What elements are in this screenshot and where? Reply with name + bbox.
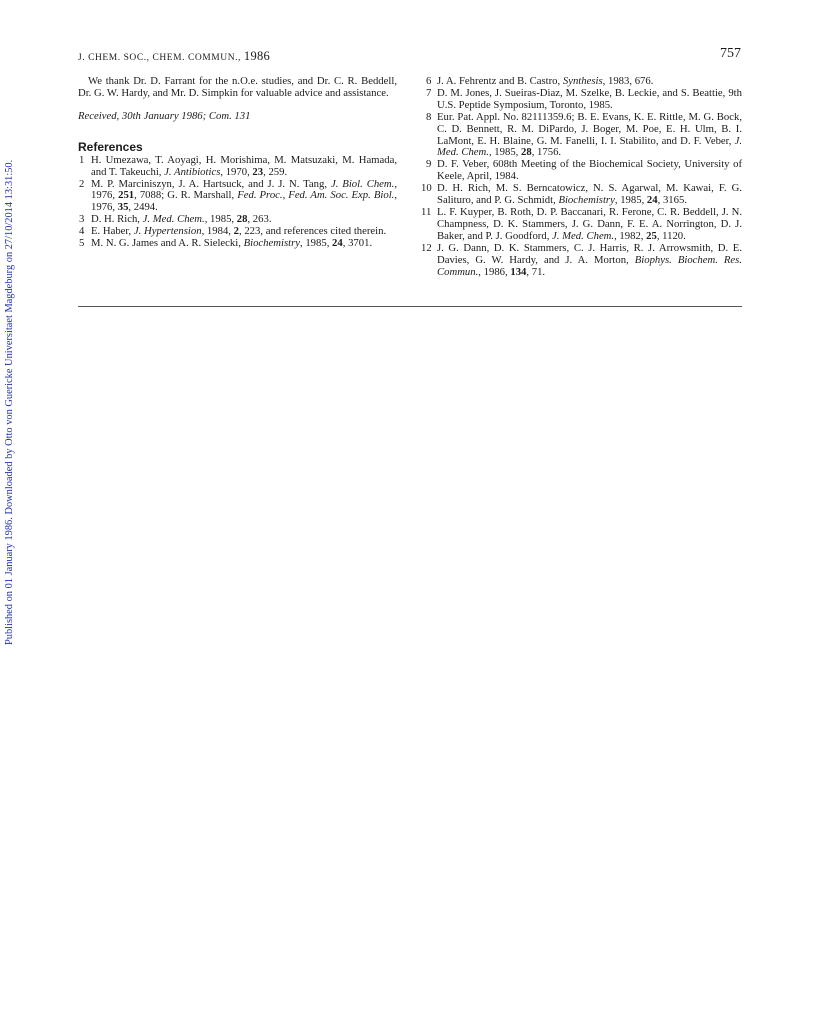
reference-text: , 3165. <box>657 194 687 207</box>
reference-text: E. Haber, <box>91 225 134 238</box>
journal-title: Synthesis <box>562 75 603 87</box>
journal-year: 1986 <box>243 49 271 63</box>
reference-text: , 1985, <box>488 146 522 159</box>
reference-text: , 1976, <box>91 177 397 202</box>
reference-number: 5 <box>79 237 85 250</box>
reference-list-left <box>78 155 397 250</box>
reference-text: D. F. Veber, 608th Meeting of the Biochemical Society, University of Keele, April, 1984. <box>437 158 742 183</box>
journal-title: J. Biol. Chem. <box>330 177 395 190</box>
volume-number: 35 <box>117 201 129 214</box>
journal-name: J. CHEM. SOC., CHEM. COMMUN., <box>78 53 241 63</box>
reference-item <box>423 159 742 183</box>
journal-title: Fed. Proc., Fed. Am. Soc. Exp. Biol. <box>237 189 395 202</box>
reference-text: , 1756. <box>531 146 562 159</box>
volume-number: 28 <box>236 213 248 226</box>
reference-text: M. P. Marciniszyn, J. A. Hartsuck, and J. J. N. Tang, <box>91 177 331 190</box>
journal-title: Biochemistry <box>243 237 300 250</box>
reference-number: 3 <box>79 213 85 226</box>
reference-text: , 1985, <box>614 194 647 207</box>
reference-text: D. H. Rich, <box>91 213 143 226</box>
download-watermark <box>3 150 17 645</box>
reference-text: , 71. <box>526 265 546 278</box>
reference-number: 4 <box>79 225 85 238</box>
end-rule <box>78 306 742 307</box>
reference-text: , 1985, <box>299 237 333 250</box>
reference-list-right <box>423 76 742 278</box>
reference-text: L. F. Kuyper, B. Roth, D. P. Baccanari, R. Ferone, C. R. Beddell, J. N. Champness, D. K. Stammers, J. G. Dann, F. E. A. Norrington, D. J. Baker, and P. J. Goodford, <box>437 205 742 242</box>
reference-item <box>78 179 397 215</box>
reference-text: J. A. Fehrentz and B. Castro, <box>437 75 563 87</box>
reference-text: Eur. Pat. Appl. No. 82111359.6; B. E. Evans, K. E. Rittle, M. G. Bock, C. D. Bennett, R. M. DiPardo, J. Boger, M. Poe, E. H. Ulm, B. I. LaMont, E. H. Blaine, G. M. Fanelli, I. I. Stabilito, and D. F. Veber, <box>437 110 742 147</box>
page-number: 757 <box>720 46 741 61</box>
reference-text: , 1982, <box>614 229 647 242</box>
reference-item <box>423 88 742 112</box>
journal-title: Biochemistry <box>558 194 615 207</box>
reference-text: , 1986, <box>478 265 511 278</box>
volume-number: 2 <box>233 225 239 238</box>
reference-item <box>78 155 397 179</box>
reference-text: , 1984, <box>201 225 234 238</box>
reference-text: , 263. <box>247 213 272 226</box>
left-column <box>78 76 397 250</box>
journal-title: J. Hypertension <box>133 225 202 238</box>
reference-text: , 259. <box>263 165 288 178</box>
reference-number: 1 <box>79 153 85 166</box>
reference-item <box>423 183 742 207</box>
received-date: Received, 30th January 1986; Com. 131 <box>78 109 251 122</box>
volume-number: 24 <box>646 194 658 207</box>
volume-number: 251 <box>118 189 135 202</box>
journal-title: Biophys. Biochem. Res. Commun. <box>437 253 742 278</box>
reference-number: 6 <box>426 75 432 87</box>
reference-text: M. N. G. James and A. R. Sielecki, <box>91 237 244 250</box>
reference-number: 11 <box>421 205 432 218</box>
reference-number: 8 <box>426 110 432 123</box>
download-watermark-text: Published on 01 January 1986. Downloaded by Otto von Guericke Universitaet Magdeburg on 27/10/2014 13:31:50. <box>4 159 15 645</box>
running-header <box>78 50 270 64</box>
reference-text: , 3701. <box>342 237 373 250</box>
reference-text: J. G. Dann, D. K. Stammers, C. J. Harris, R. J. Arrowsmith, D. E. Davies, G. W. Hardy, and J. A. Morton, <box>437 241 742 266</box>
volume-number: 24 <box>332 237 343 250</box>
reference-number: 7 <box>426 86 432 99</box>
reference-number: 10 <box>421 182 432 195</box>
references-heading: References <box>78 139 143 154</box>
journal-title: J. Antibiotics <box>164 165 221 178</box>
acknowledgement: We thank Dr. D. Farrant for the n.O.e. studies, and Dr. C. R. Beddell, Dr. G. W. Hardy, and Mr. D. Simpkin for valuable advice and assistance. <box>78 75 397 99</box>
reference-number: 9 <box>426 158 432 171</box>
volume-number: 25 <box>646 229 657 242</box>
reference-item <box>423 112 742 160</box>
volume-number: 23 <box>252 165 264 178</box>
journal-title: J. Med. Chem. <box>142 213 205 226</box>
reference-text: , 1120. <box>656 229 686 242</box>
reference-text: , 7088; G. R. Marshall, <box>134 189 238 202</box>
reference-item <box>423 243 742 279</box>
reference-text: , 1983, 676. <box>602 75 654 87</box>
journal-title: J. Med. Chem. <box>552 229 615 242</box>
reference-text: , 1970, <box>220 165 253 178</box>
reference-text: , 2494. <box>128 201 158 214</box>
reference-item <box>423 207 742 243</box>
reference-text: , 1985, <box>204 213 237 226</box>
reference-text: , 223, and references cited therein. <box>238 225 387 238</box>
reference-text: D. H. Rich, M. S. Berncatowicz, N. S. Agarwal, M. Kawai, F. G. Salituro, and P. G. Schmidt, <box>437 182 742 207</box>
volume-number: 134 <box>510 265 527 278</box>
right-column <box>423 76 742 278</box>
reference-number: 12 <box>421 241 432 254</box>
volume-number: 28 <box>521 146 532 159</box>
reference-text: , 1976, <box>91 189 398 214</box>
reference-text: H. Umezawa, T. Aoyagi, H. Morishima, M. Matsuzaki, M. Hamada, and T. Takeuchi, <box>91 153 397 178</box>
journal-title: J. Med. Chem. <box>437 134 742 159</box>
reference-number: 2 <box>79 177 85 190</box>
reference-item <box>78 238 397 250</box>
reference-text: D. M. Jones, J. Sueiras-Diaz, M. Szelke, B. Leckie, and S. Beattie, 9th U.S. Peptide Symposium, Toronto, 1985. <box>437 86 742 111</box>
